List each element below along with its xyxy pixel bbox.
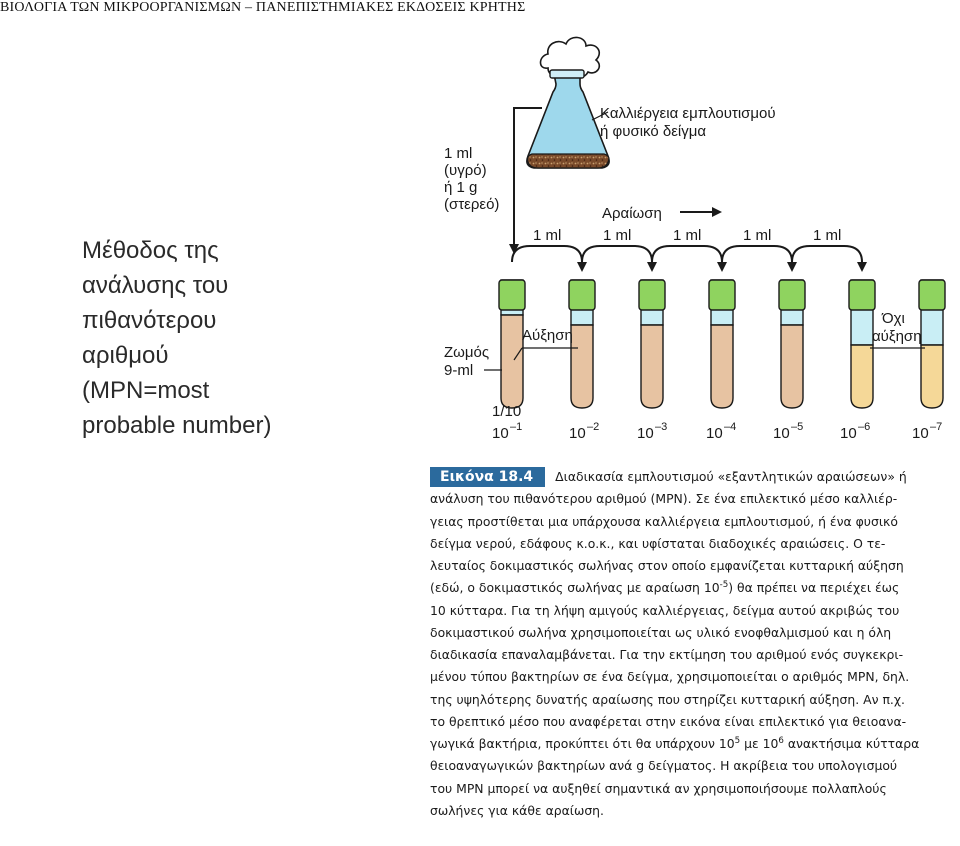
caption-line: 10 κύτταρα. Για τη λήψη αμιγούς καλλιέργειας, δείγμα αυτού ακριβώς του — [430, 602, 900, 618]
slide-title-line: αριθμού — [82, 342, 169, 369]
dilution-base: 10 — [840, 425, 857, 442]
caption-line: λευταίος δοκιμαστικός σωλήνας στον οποίο εμφανίζεται κυτταρική αύξηση — [430, 558, 904, 573]
dilution-base: 10 — [637, 425, 654, 442]
dilution-value — [912, 421, 942, 442]
dilution-value — [637, 421, 667, 442]
flask-sediment — [528, 154, 609, 168]
caption-line: δείγμα νερού, εδάφους κ.ο.κ., και υφίσταται διαδοχικές αραιώσεις. Ο τε- — [430, 535, 886, 551]
dilution-exponent: –7 — [930, 421, 943, 433]
caption-superscript: 5 — [734, 735, 741, 746]
inoculum-label-3: ή 1 g — [444, 179, 478, 196]
caption-line — [430, 466, 954, 488]
transfer-arrow — [582, 246, 652, 270]
dilution-label: Αραίωση — [602, 205, 662, 222]
caption-superscript: -5 — [719, 580, 729, 591]
slide-title-line: πιθανότερου — [82, 307, 217, 334]
first-dilution-fraction: 1/10 — [492, 403, 522, 420]
dilution-base: 10 — [492, 425, 509, 442]
tube-cap — [639, 280, 665, 310]
dilution-value — [569, 421, 599, 442]
mpn-dilution-figure — [430, 30, 960, 460]
dilution-exponent: –3 — [655, 421, 668, 433]
caption-line — [430, 733, 954, 755]
inoculum-label-4: (στερεό) — [444, 196, 500, 213]
erlenmeyer-flask-icon — [527, 70, 609, 168]
caption-line: ανάλυση του πιθανότερου αριθμού (MPN). Σε ένα επιλεκτικό μέσο καλλιέρ- — [430, 491, 898, 507]
dilution-value — [773, 421, 803, 442]
caption-text: ) θα πρέπει να περιέχει έως — [728, 580, 900, 596]
caption-text: (εδώ, ο δοκιμαστικός σωλήνας με αραίωση 10 — [430, 580, 720, 596]
transfer-label: 1 ml — [743, 227, 772, 244]
tube-cap — [709, 280, 735, 310]
dilution-exponent: –5 — [791, 421, 804, 433]
dilution-exponent: –4 — [724, 421, 737, 433]
flask-label-line-2: ή φυσικό δείγμα — [600, 123, 707, 140]
inoculum-label-1: 1 ml — [444, 145, 473, 162]
test-tube-1 — [499, 280, 525, 408]
slide-title-line: ανάλυσης του — [82, 272, 229, 299]
dilution-exponent: –6 — [858, 421, 871, 433]
transfer-arrow — [512, 246, 582, 270]
dilution-base: 10 — [773, 425, 790, 442]
test-tube-2 — [569, 280, 595, 408]
dilution-value — [492, 421, 522, 442]
transfer-label: 1 ml — [813, 227, 842, 244]
transfer-label: 1 ml — [673, 227, 702, 244]
flask-label-line-1: Καλλιέργεια εμπλουτισμού — [600, 105, 776, 122]
document-header: ΒΙΟΛΟΓΙΑ ΤΩΝ ΜΙΚΡΟΟΡΓΑΝΙΣΜΩΝ – ΠΑΝΕΠΙΣΤΗΜΙΑΚΕΣ ΕΚΔΟΣΕΙΣ ΚΡΗΤΗΣ — [0, 0, 526, 15]
growth-label: Αύξηση — [522, 327, 573, 344]
transfer-arrow — [722, 246, 792, 270]
dilution-value — [706, 421, 736, 442]
caption-line: το θρεπτικό μέσο που αναφέρεται στην εικόνα είναι επιλεκτικό για θειοανα- — [430, 713, 907, 729]
transfer-label: 1 ml — [603, 227, 632, 244]
caption-text: Διαδικασία εμπλουτισμού «εξαντλητικών αραιώσεων» ή — [555, 469, 907, 484]
test-tube-5 — [779, 280, 805, 408]
slide-title-line: Μέθοδος της — [82, 237, 219, 264]
caption-line: γειας προστίθεται μια υπάρχουσα καλλιέργεια εμπλουτισμού, ή ένα φυσικό — [430, 513, 898, 529]
test-tube-7 — [919, 280, 945, 408]
figure-label-badge: Εικόνα 18.4 — [430, 467, 545, 487]
caption-line: σωλήνες για κάθε αραίωση. — [430, 802, 604, 818]
test-tube-3 — [639, 280, 665, 408]
figure-caption — [430, 466, 954, 822]
dilution-exponent: –2 — [587, 421, 600, 433]
broth-label-1: Ζωμός — [444, 344, 490, 361]
caption-superscript: 6 — [778, 735, 784, 746]
dilution-exponent: –1 — [510, 421, 523, 433]
caption-line: του MPN μπορεί να αυξηθεί σημαντικά αν χρησιμοποιήσουμε πολλαπλούς — [430, 780, 887, 796]
slide-title-line: probable number) — [82, 412, 272, 439]
dilution-base: 10 — [912, 425, 929, 442]
caption-text: με 10 — [740, 736, 779, 751]
caption-line: διαδικασία επαναλαμβάνεται. Για την εκτίμηση του αριθμού ενός συγκεκρι- — [430, 647, 904, 662]
caption-line: της υψηλότερης δυνατής αραίωσης που στηρίζει κυτταρική αύξηση. Αν π.χ. — [430, 691, 905, 707]
transfer-label: 1 ml — [533, 227, 562, 244]
test-tube-4 — [709, 280, 735, 408]
figure-canvas — [430, 30, 960, 460]
caption-line: δοκιμαστικού σωλήνα χρησιμοποιείται ως υλικό ενοφθαλμισμού και η όλη — [430, 624, 892, 640]
caption-text: ανακτήσιμα κύτταρα — [783, 736, 920, 751]
no-growth-label-2: αύξηση — [872, 328, 922, 345]
no-growth-label-1: Όχι — [882, 310, 905, 327]
dilution-base: 10 — [706, 425, 723, 442]
dilution-base: 10 — [569, 425, 586, 442]
tube-cap — [499, 280, 525, 310]
transfer-arrow — [652, 246, 722, 270]
tube-cap — [779, 280, 805, 310]
caption-line — [430, 577, 954, 599]
dilution-value — [840, 421, 870, 442]
tube-cap — [849, 280, 875, 310]
inoculum-label-2: (υγρό) — [444, 162, 487, 179]
tube-cap — [569, 280, 595, 310]
slide-title-line: (MPN=most — [82, 377, 210, 404]
transfer-arrow — [792, 246, 862, 270]
caption-line: θειοαναγωγικών βακτηρίων ανά g δείγματος. Η ακρίβεια του υπολογισμού — [430, 758, 898, 774]
transfer-arcs — [512, 246, 862, 270]
caption-line: μένου τύπου βακτηρίων σε ένα δείγμα, χρησιμοποιείται ο αριθμός MPN, δηλ. — [430, 669, 910, 685]
tube-cap — [919, 280, 945, 310]
slide-title — [82, 233, 422, 443]
caption-text: γωγικά βακτήρια, προκύπτει ότι θα υπάρχουν 10 — [430, 736, 735, 751]
broth-label-2: 9-ml — [444, 362, 474, 379]
